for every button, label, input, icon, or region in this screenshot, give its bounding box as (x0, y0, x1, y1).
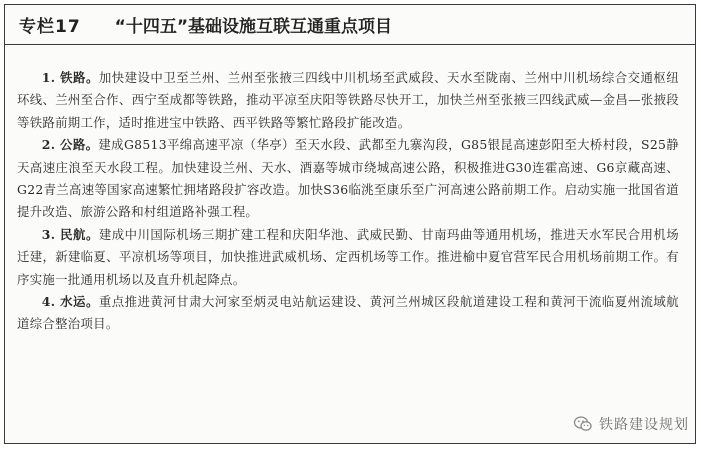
column-body (5, 45, 695, 336)
wechat-icon (573, 414, 593, 434)
column-header (5, 5, 695, 45)
paragraph-lead: 3. 民航。 (41, 226, 99, 242)
watermark-text: 铁路建设规划 (599, 417, 689, 433)
paragraph-text: 加快建设中卫至兰州、兰州至张掖三四线中川机场至武威段、天水至陇南、兰州中川机场综合交通枢纽环线、兰州至合作、西宁至成都等铁路，推动平凉至庆阳等铁路尽快开工，加快兰州至张掖三四线武威—金昌—张掖段等铁路前期工作，适时推进宝中铁路、西平铁路等繁忙路段扩能改造。 (17, 70, 679, 130)
paragraph-text: 建成G8513平绵高速平凉（华亭）至天水段、武都至九寨沟段，G85银昆高速彭阳至大桥村段，S25静天高速庄浪至天水段工程。加快建设兰州、天水、酒嘉等城市绕城高速公路，积极推进G30连霍高速、G6京藏高速、G22青兰高速等国家高速繁忙拥堵路段扩容改造。加快S36临洮至康乐至广河高速公路前期工作。启动实施一批国省道提升改造、旅游公路和村组道路补强工程。 (17, 137, 679, 220)
paragraph-text: 重点推进黄河甘肃大河家至炳灵电站航运建设、黄河兰州城区段航道建设工程和黄河干流临夏州流域航道综合整治项目。 (17, 294, 679, 332)
document-frame (4, 4, 696, 444)
column-label: 专栏17 (19, 17, 81, 37)
paragraph-text: 建成中川国际机场三期扩建工程和庆阳华池、武威民勤、甘南玛曲等通用机场，推进天水军民合用机场迁建，新建临夏、平凉机场等项目，加快推进武威机场、定西机场等工作。推进榆中夏官营军民合用机场前期工作。有序实施一批通用机场以及直升机起降点。 (17, 226, 679, 287)
paragraph-lead: 1. 铁路。 (41, 70, 99, 85)
paragraph-aviation (17, 224, 679, 291)
paragraph-lead: 2. 公路。 (41, 137, 99, 153)
column-title: “十四五”基础设施互联互通重点项目 (114, 17, 393, 37)
paragraph-waterway (17, 291, 679, 336)
paragraph-highway (17, 134, 679, 224)
paragraph-lead: 4. 水运。 (41, 294, 99, 310)
watermark (573, 414, 689, 434)
paragraph-railway (17, 67, 679, 134)
